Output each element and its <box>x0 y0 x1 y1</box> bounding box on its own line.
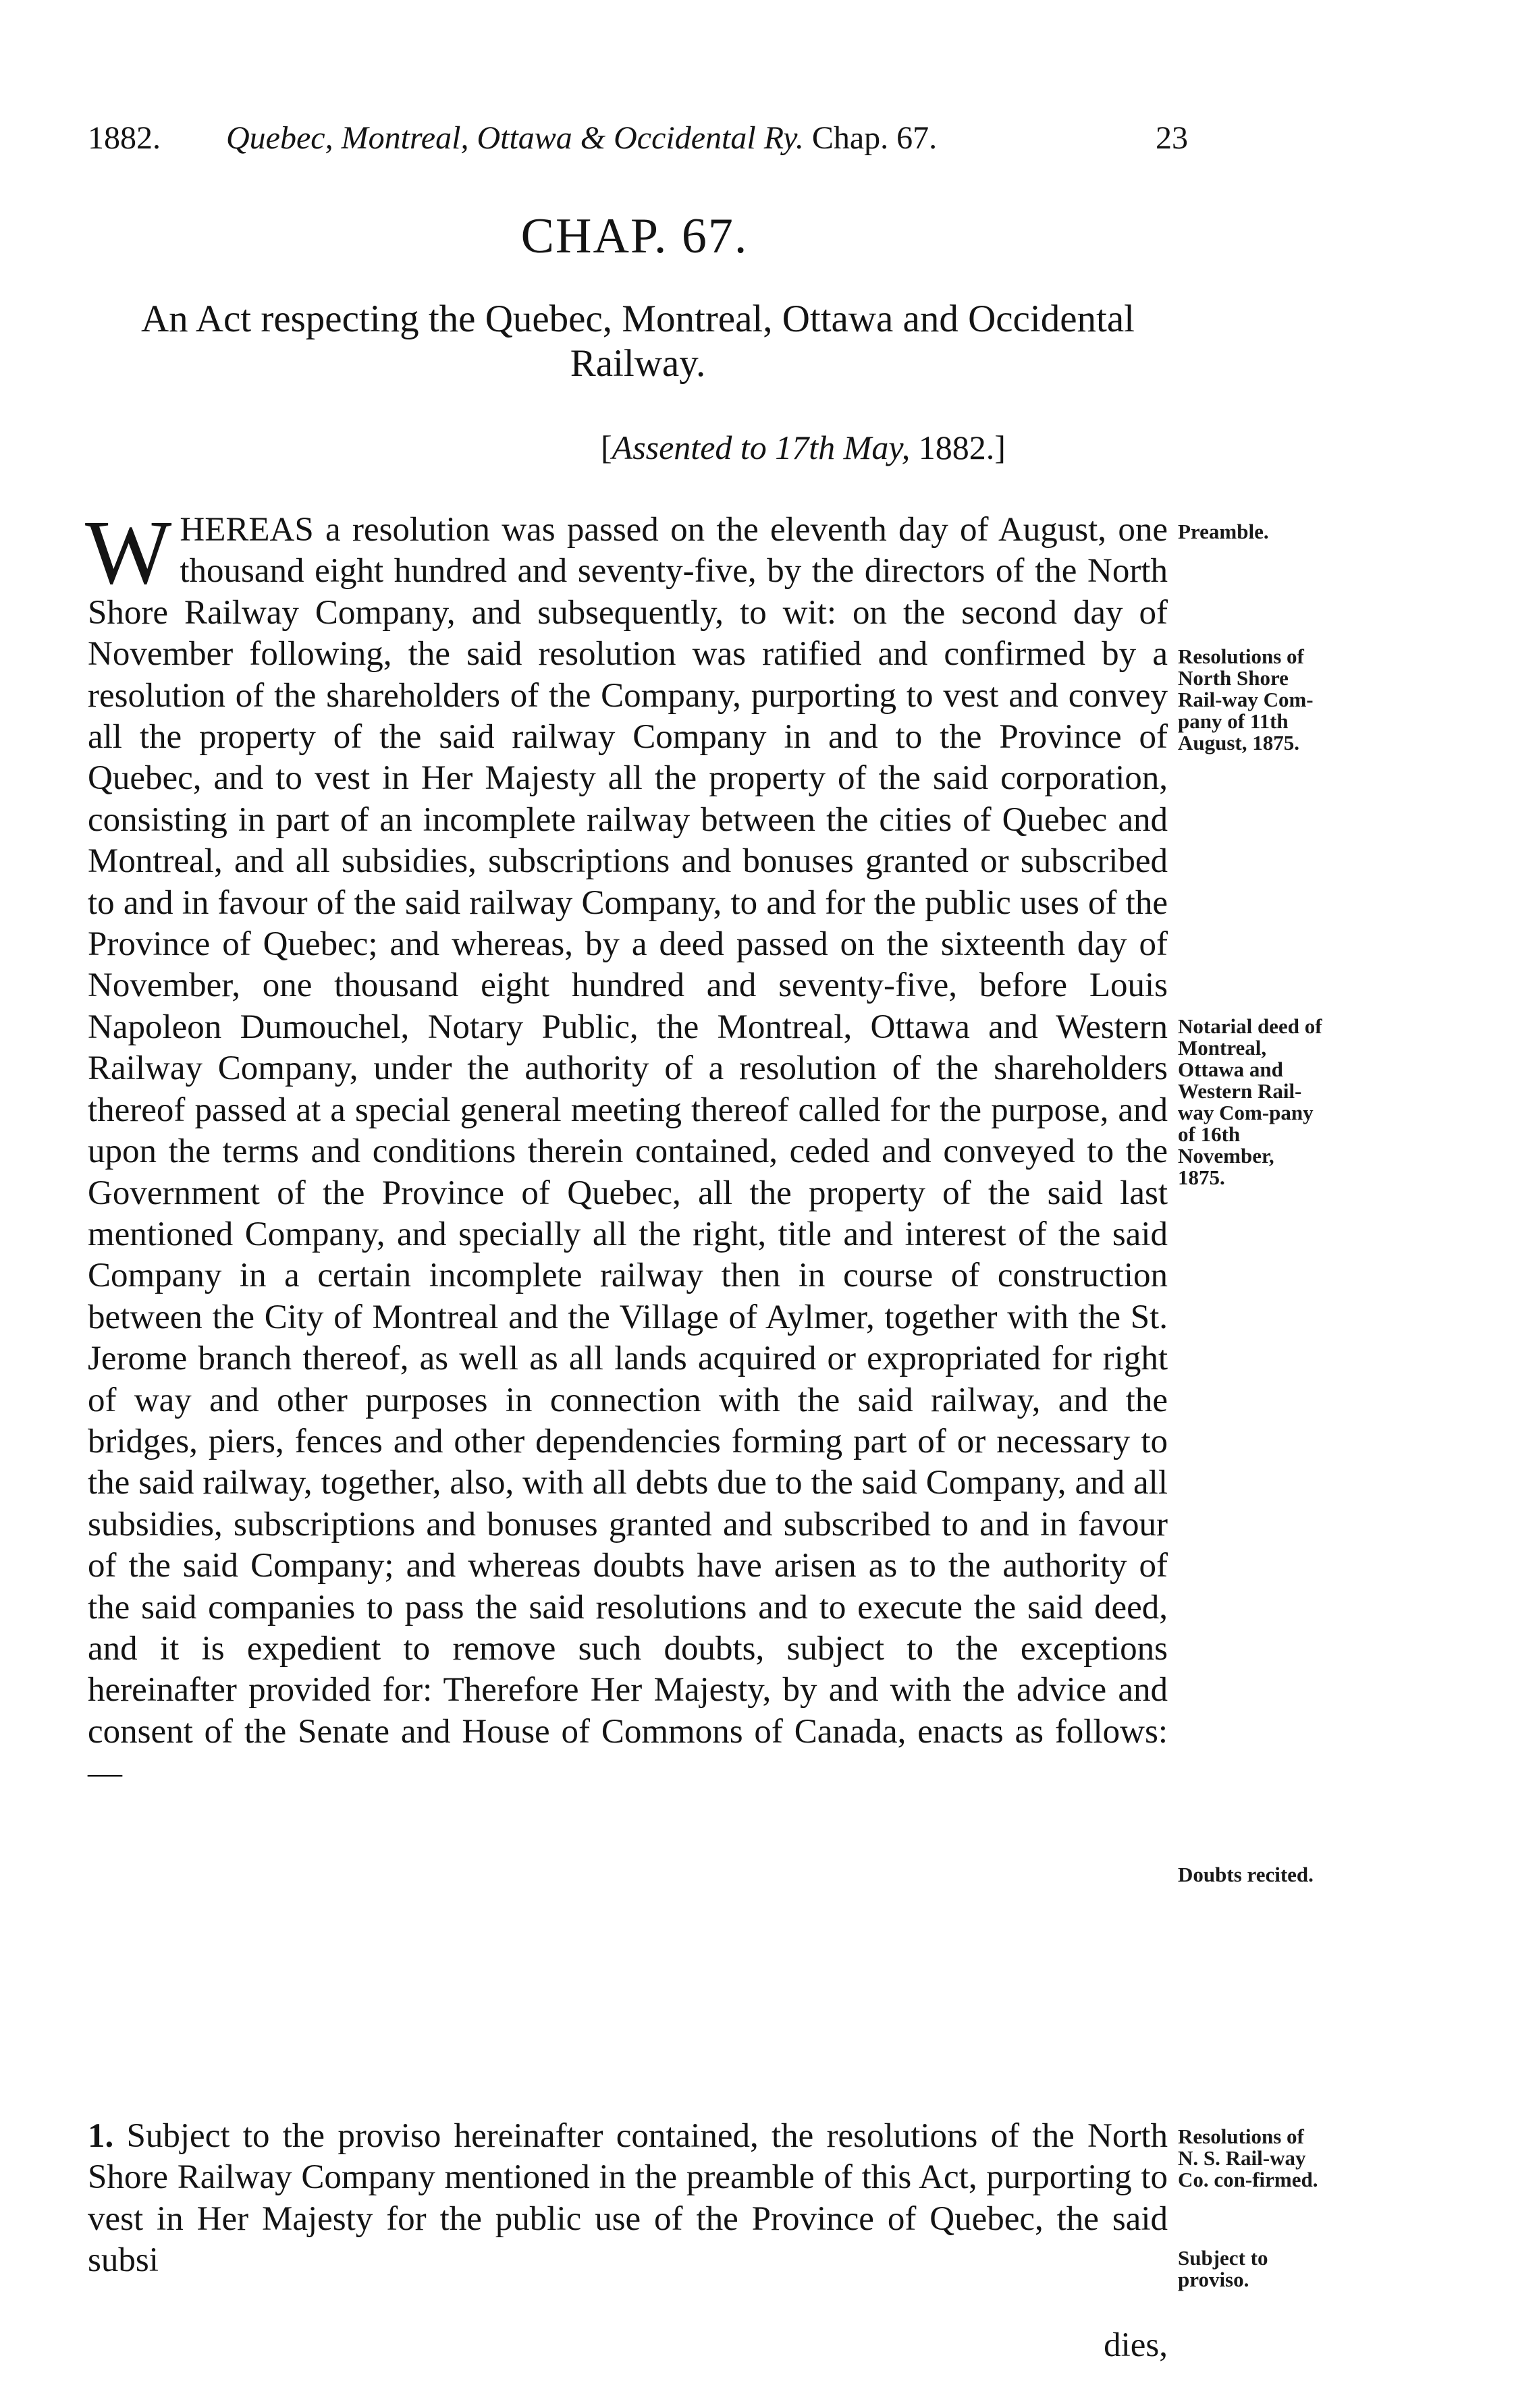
act-title: An Act respecting the Quebec, Montreal, Ottawa and Occidental Railway. <box>141 298 1135 385</box>
assent-line <box>601 425 1006 470</box>
running-head <box>88 115 1188 162</box>
running-head-year: 1882. <box>88 120 161 156</box>
section-1-text: Subject to the proviso hereinafter contained, the resolutions of the North Shore Railway Company mentioned in the preamble of this Act, purporting to vest in Her Majesty for the public use of the Province of Quebec, the said subsi <box>88 2117 1168 2280</box>
chapter-heading: CHAP. 67. <box>520 209 749 264</box>
margin-note-preamble: Preamble. <box>1178 520 1269 543</box>
section-1-paragraph <box>88 2116 1168 2282</box>
running-head-title-italic: Quebec, Montreal, Ottawa & Occidental Ry. <box>226 120 804 156</box>
assent-year: 1882.] <box>910 429 1006 466</box>
running-head-chapter: Chap. 67. <box>811 120 938 156</box>
section-number: 1. <box>88 2117 114 2155</box>
assent-italic: Assented to 17th May, <box>612 429 911 466</box>
margin-note-north-shore-resolutions: Resolutions of North Shore Rail-way Com-pany of 11th August, 1875. <box>1178 645 1314 755</box>
catchword: dies, <box>1104 2326 1168 2364</box>
page-number: 23 <box>1156 120 1188 156</box>
drop-cap: W <box>85 502 172 603</box>
margin-note-subject-to-proviso: Subject to proviso. <box>1178 2246 1268 2291</box>
preamble-text: HEREAS a resolution was passed on the eleventh day of August, one thousand eight hundred and seventy-five, by the directors of the North Shore Railway Company, and subsequently, to wit: on the second day of November following, the said resolution was ratified and confirmed by a resolution of the shareholders of the Company, purporting to vest and convey all the property of the said railway Company in and to the Province of Quebec, and to vest in Her Majesty all the property of the said corporation, consisting in part of an incomplete railway between the cities of Quebec and Montreal, and all subsidies, subscriptions and bonuses granted or subscribed to and in favour of the said railway Company, to and for the public uses of the Province of Quebec; and whereas, by a deed passed on the sixteenth day of November, one thousand eight hundred and seventy-five, before Louis Napoleon Dumouchel, Notary Public, the Montreal, Ottawa and Western Railway Company, under the authority of a resolution of the shareholders thereof passed at a special general meeting thereof called for the purpose, and upon the terms and conditions therein contained, ceded and conveyed to the Government of the Province of Quebec, all the property of the said last mentioned Company, and specially all the right, title and interest of the said Company in a certain incomplete railway then in course of construction between the City of Montreal and the Village of Aylmer, together with the St. Jerome branch thereof, as well as all lands acquired or expropriated for right of way and other purposes in connection with the said railway, and the bridges, piers, fences and other dependencies forming part of or necessary to the said railway, together, also, with all debts due to the said Company, and all subsidies, subscriptions and bonuses granted and subscribed to and in favour of the said Company; and whereas doubts have arisen as to the authority of the said companies to pass the said resolutions and to execute the said deed, and it is expedient to remove such doubts, subject to the exceptions hereinafter provided for: Therefore Her Majesty, by and with the advice and consent of the Senate and House of Commons of Canada, enacts as follows:— <box>88 511 1168 1793</box>
margin-note-doubts-recited: Doubts recited. <box>1178 1863 1314 1886</box>
preamble-paragraph <box>85 502 1168 1795</box>
margin-note-notarial-deed: Notarial deed of Montreal, Ottawa and Western Rail-way Com-pany of 16th November, 1875. <box>1178 1014 1322 1189</box>
margin-note-resolutions-confirmed: Resolutions of N. S. Rail-way Co. con-firmed. <box>1178 2125 1318 2191</box>
running-head-title <box>226 115 937 162</box>
assent-bracket: [ <box>601 429 612 466</box>
